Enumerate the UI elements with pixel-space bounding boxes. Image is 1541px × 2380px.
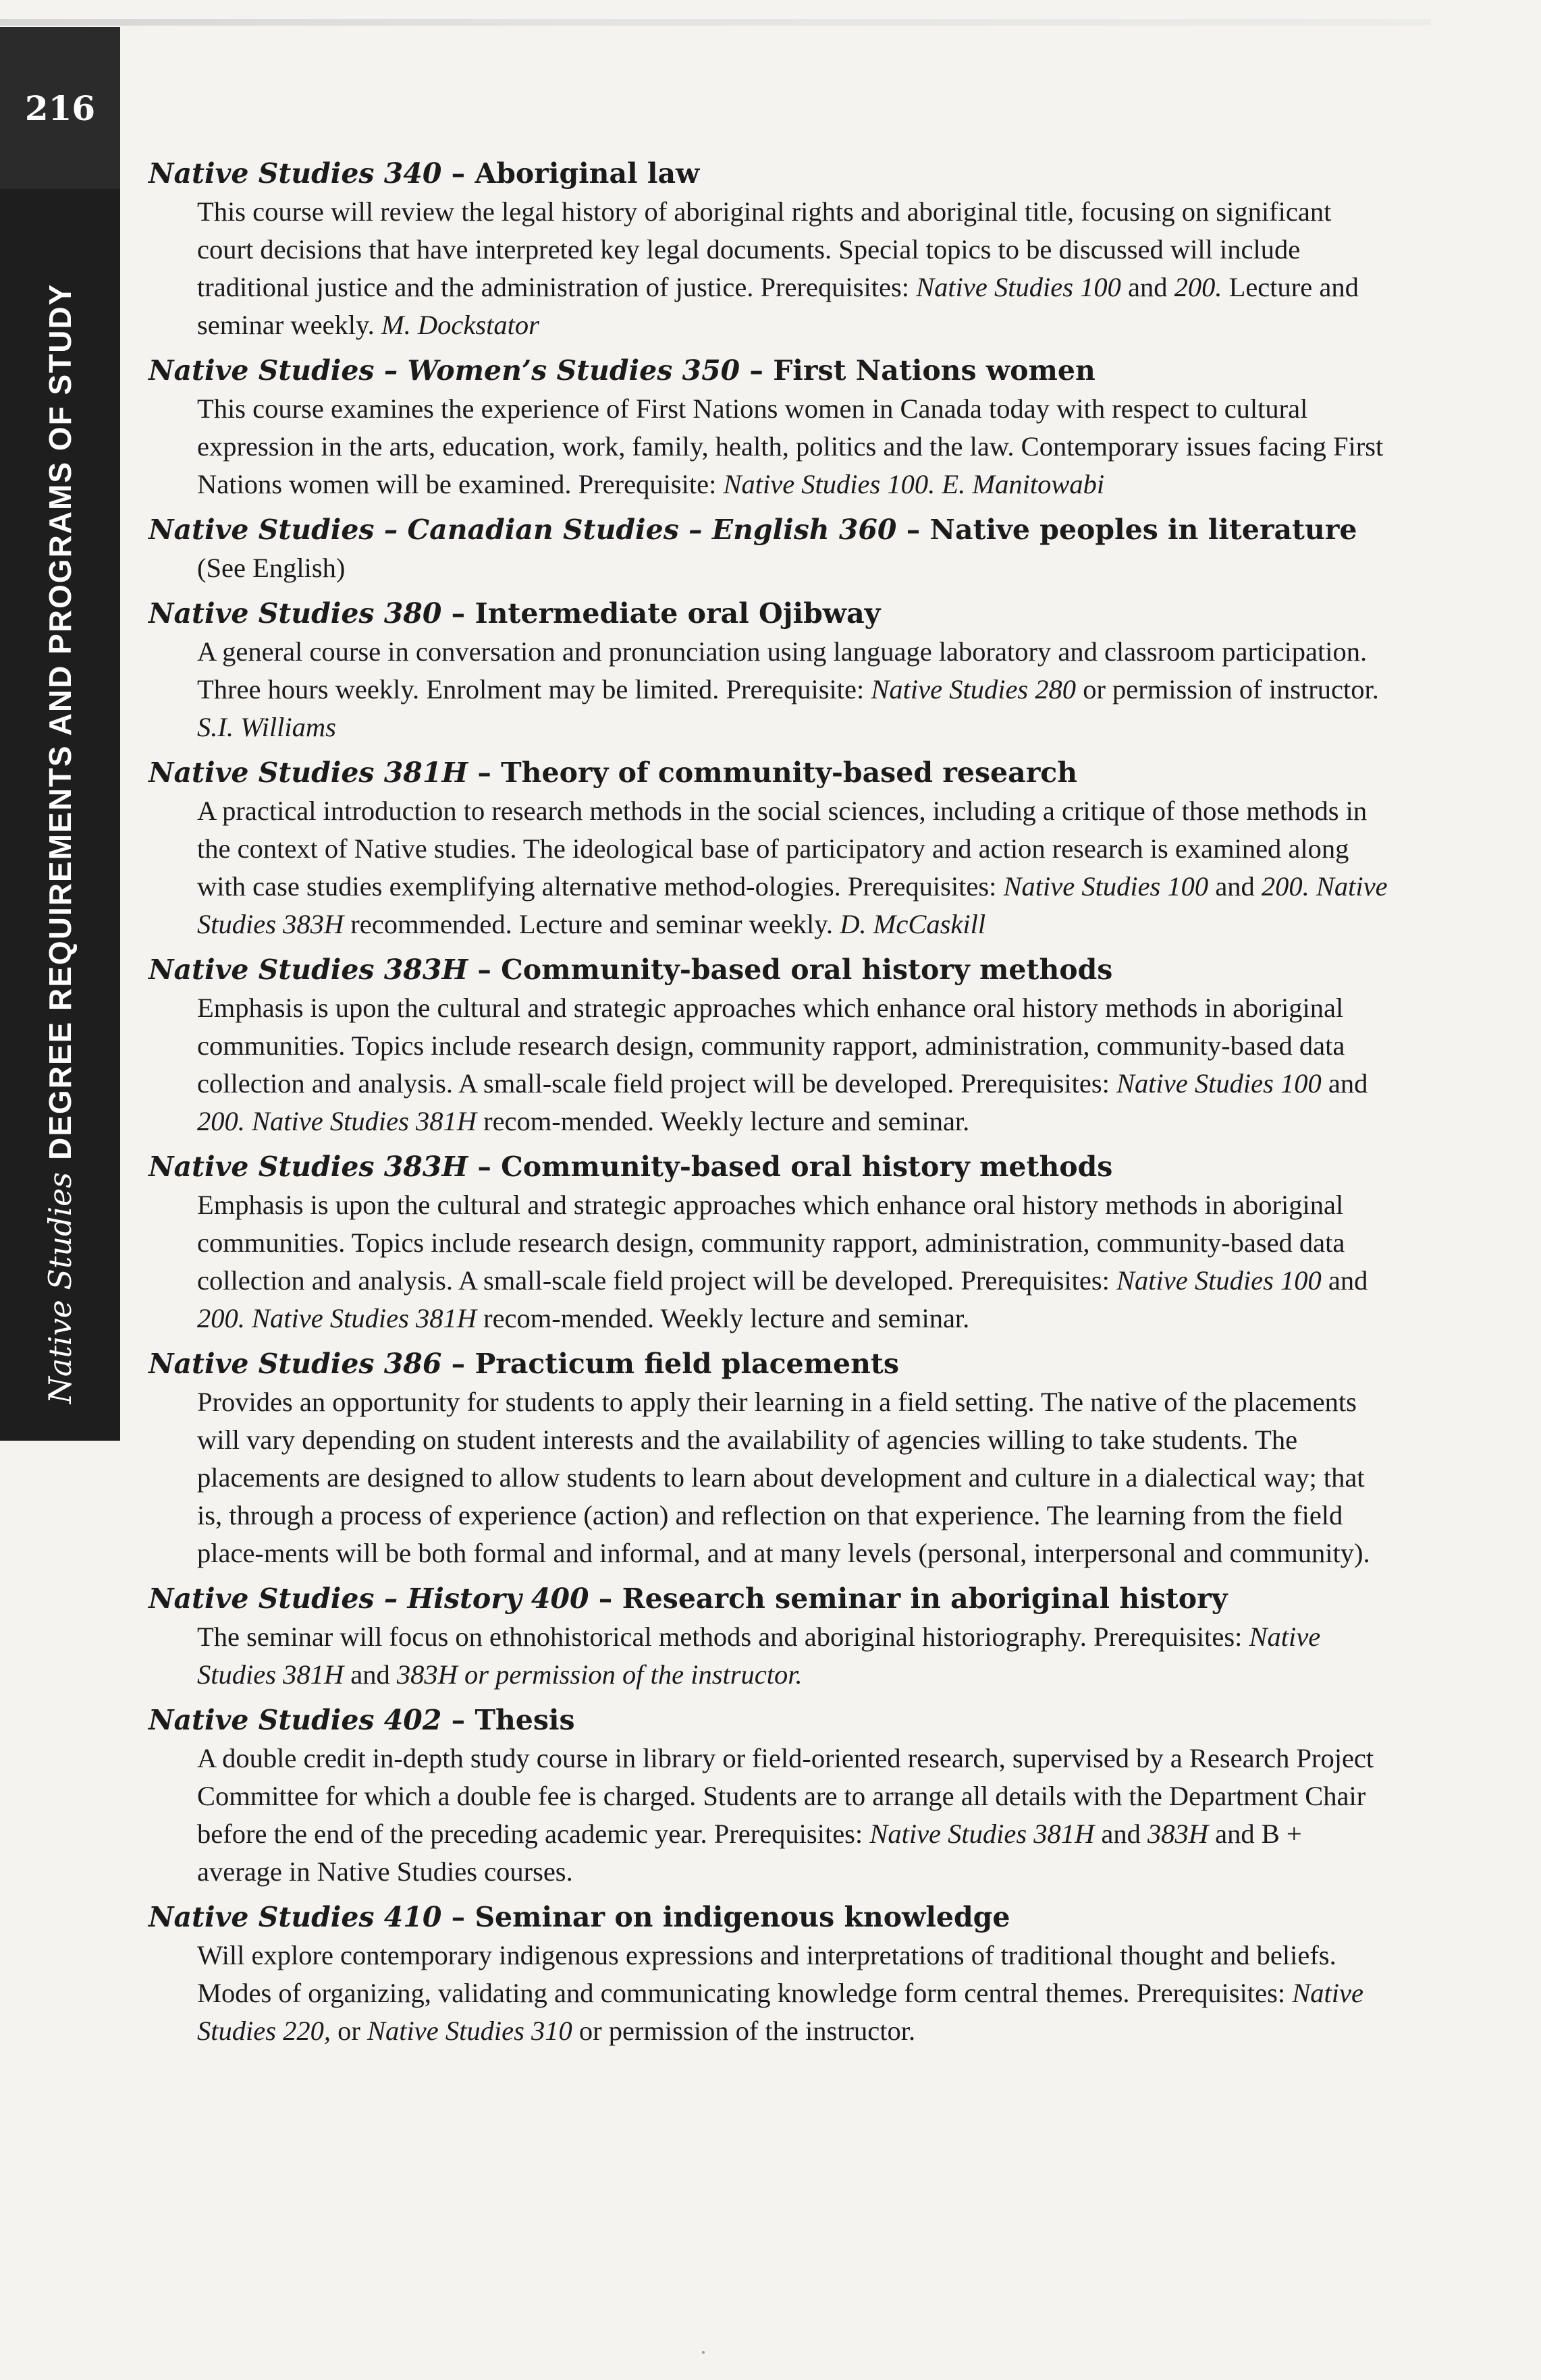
description-italic-run: Native Studies 100 [1116, 1068, 1322, 1099]
course-separator: – [441, 1901, 475, 1933]
description-italic-run: D. McCaskill [840, 909, 986, 939]
course-separator: – [589, 1582, 622, 1615]
description-text-run: This course examines the experience of First Nations women in Canada today with respect to cultural expression in the arts, education, work, family, health, politics and the law. Contemporary issues facing First Nations women will be examined. Prerequisite: [197, 393, 1384, 499]
course-list [148, 154, 1390, 2057]
description-text-run: Lecture and seminar weekly. [197, 272, 1359, 340]
course-title: Intermediate oral Ojibway [475, 597, 881, 630]
description-text-run: and [1321, 1265, 1368, 1296]
description-text-run: and [1321, 1068, 1368, 1099]
course-code: Native Studies 383H [148, 1151, 468, 1183]
description-italic-run: 200. [1174, 272, 1222, 302]
course-heading [148, 510, 1390, 549]
course-separator: – [468, 756, 502, 789]
description-italic-run: Native Studies 381H [197, 1622, 1321, 1690]
description-text-run: A practical introduction to research methods in the social sciences, including a critique of those methods in the context of Native studies. The ideological base of participatory and action research is examined along with case studies exemplifying alternative method-ologies. Prerequisites: [197, 796, 1368, 902]
description-italic-run: 200. Native Studies 381H [197, 1303, 477, 1333]
description-italic-run: Native Studies 381H [869, 1819, 1095, 1849]
description-text-run: Emphasis is upon the cultural and strategic approaches which enhance oral history methods in aboriginal communities. Topics include research design, community rapport, administration, community-based data collection and analysis. A small-scale field project will be developed. Prerequisites: [197, 1190, 1345, 1296]
description-text-run: recom-mended. Weekly lecture and seminar. [476, 1303, 970, 1333]
course-heading [148, 753, 1390, 792]
course-entry [148, 154, 1390, 344]
section-name: Native Studies [42, 1172, 78, 1404]
course-entry [148, 1898, 1390, 2050]
print-speck [702, 2351, 705, 2354]
description-italic-run: S.I. Williams [197, 712, 336, 742]
course-title: Theory of community-based research [501, 756, 1078, 789]
course-separator: – [468, 1151, 502, 1183]
description-text-run: Will explore contemporary indigenous expressions and interpretations of traditional thought and beliefs. Modes of organizing, validating and communicating knowledge form central themes. Prerequisites: [197, 1940, 1336, 2008]
course-separator: – [441, 1348, 475, 1380]
course-heading [148, 594, 1390, 633]
course-description [197, 1937, 1390, 2050]
course-heading [148, 1700, 1390, 1740]
course-title: Research seminar in aboriginal history [622, 1582, 1228, 1615]
description-text-run: and [344, 1659, 397, 1690]
course-code: Native Studies 383H [148, 953, 468, 986]
course-code: Native Studies 386 [148, 1348, 442, 1380]
course-title: Aboriginal law [475, 157, 700, 190]
course-entry [148, 1147, 1390, 1337]
course-title: Thesis [475, 1704, 575, 1736]
description-italic-run: Native Studies 100 [1003, 871, 1209, 902]
course-heading [148, 950, 1390, 989]
course-entry [148, 1579, 1390, 1694]
course-description [197, 549, 1390, 587]
description-italic-run: 383H or permission of the instructor. [396, 1659, 803, 1690]
course-code: Native Studies – History 400 [148, 1582, 589, 1615]
description-italic-run: 200. Native Studies 383H [197, 871, 1388, 939]
page-number: 216 [0, 27, 120, 189]
course-title: Native peoples in literature [929, 514, 1357, 546]
course-heading [148, 1147, 1390, 1186]
course-code: Native Studies – Women’s Studies 350 [148, 354, 740, 387]
course-description [197, 390, 1390, 503]
description-italic-run: Native Studies 100 [1116, 1265, 1322, 1296]
course-entry [148, 510, 1390, 587]
course-heading [148, 154, 1390, 193]
course-heading [148, 1898, 1390, 1937]
description-italic-run: 200. Native Studies 381H [197, 1106, 477, 1136]
course-description [197, 792, 1390, 943]
description-italic-run: Native Studies 220, [197, 1978, 1363, 2046]
description-italic-run: M. Dockstator [381, 310, 539, 340]
description-text-run: and [1120, 272, 1174, 302]
course-entry [148, 950, 1390, 1140]
course-separator: – [441, 1704, 475, 1736]
course-title: Seminar on indigenous knowledge [475, 1901, 1010, 1933]
description-italic-run: Native Studies 100 [916, 272, 1121, 302]
description-text-run: and [1208, 871, 1262, 902]
course-title: First Nations women [773, 354, 1096, 387]
course-separator: – [896, 514, 930, 546]
description-italic-run: Native Studies 280 [871, 674, 1077, 704]
course-code: Native Studies 340 [148, 157, 442, 190]
course-separator: – [441, 157, 475, 190]
course-title: Practicum field placements [475, 1348, 899, 1380]
course-description [197, 1618, 1390, 1694]
course-description [197, 1740, 1390, 1891]
description-text-run: or permission of instructor. [1076, 674, 1379, 704]
section-heading: DEGREE REQUIREMENTS AND PROGRAMS OF STUDY [43, 283, 78, 1161]
course-heading [148, 1579, 1390, 1618]
course-title: Community-based oral history methods [501, 1151, 1113, 1183]
course-description [197, 633, 1390, 746]
course-title: Community-based oral history methods [501, 953, 1113, 986]
description-italic-run: Native Studies 100. E. Manitowabi [723, 469, 1105, 499]
description-text-run: A double credit in-depth study course in library or field-oriented research, supervised by a Research Project Committee for which a double fee is charged. Students are to arrange all details with the Department Chair before the end of the preceding academic year. Prerequisites: [197, 1743, 1374, 1849]
course-separator: – [740, 354, 774, 387]
course-entry [148, 351, 1390, 503]
course-separator: – [441, 597, 475, 630]
course-entry [148, 594, 1390, 746]
description-text-run: recommended. Lecture and seminar weekly. [344, 909, 840, 939]
top-rule [0, 19, 1431, 26]
description-text-run: or [331, 2016, 367, 2046]
description-text-run: or permission of the instructor. [572, 2016, 916, 2046]
description-italic-run: 383H [1147, 1819, 1209, 1849]
course-code: Native Studies – Canadian Studies – English 360 [148, 514, 897, 546]
course-entry [148, 753, 1390, 943]
description-text-run: The seminar will focus on ethnohistorical methods and aboriginal historiography. Prerequisites: [197, 1622, 1249, 1652]
description-text-run: A general course in conversation and pronunciation using language laboratory and classroom participation. Three hours weekly. Enrolment may be limited. Prerequisite: [197, 636, 1368, 704]
course-heading [148, 1344, 1390, 1383]
description-text-run: Provides an opportunity for students to apply their learning in a field setting. The native of the placements will vary depending on student interests and the availability of agencies willing to take students. The placements are designed to allow students to learn about development and culture in a dialectical way; that is, through a process of experience (action) and reflection on that experience. The learning from the field place-ments will be both formal and informal, and at many levels (personal, interpersonal and community). [197, 1387, 1370, 1568]
side-tab [0, 27, 120, 1441]
description-text-run: and [1094, 1819, 1148, 1849]
course-code: Native Studies 410 [148, 1901, 442, 1933]
course-description [197, 1186, 1390, 1337]
description-italic-run: Native Studies 310 [367, 2016, 572, 2046]
course-separator: – [468, 953, 502, 986]
course-code: Native Studies 402 [148, 1704, 442, 1736]
course-description [197, 193, 1390, 344]
course-code: Native Studies 380 [148, 597, 442, 630]
course-heading [148, 351, 1390, 390]
description-text-run: Emphasis is upon the cultural and strategic approaches which enhance oral history methods in aboriginal communities. Topics include research design, community rapport, administration, community-based data collection and analysis. A small-scale field project will be developed. Prerequisites: [197, 993, 1345, 1099]
course-code: Native Studies 381H [148, 756, 468, 789]
description-text-run: and B + average in Native Studies courses. [197, 1819, 1302, 1887]
course-description [197, 989, 1390, 1140]
course-entry [148, 1344, 1390, 1572]
description-text-run: recom-mended. Weekly lecture and seminar. [476, 1106, 970, 1136]
description-text-run: (See English) [197, 553, 346, 583]
course-entry [148, 1700, 1390, 1891]
description-text-run: This course will review the legal history of aboriginal rights and aboriginal title, focusing on significant court decisions that have interpreted key legal documents. Special topics to be discussed will include traditional justice and the administration of justice. Prerequisites: [197, 196, 1332, 302]
course-description [197, 1383, 1390, 1572]
side-tab-label [42, 283, 78, 1404]
